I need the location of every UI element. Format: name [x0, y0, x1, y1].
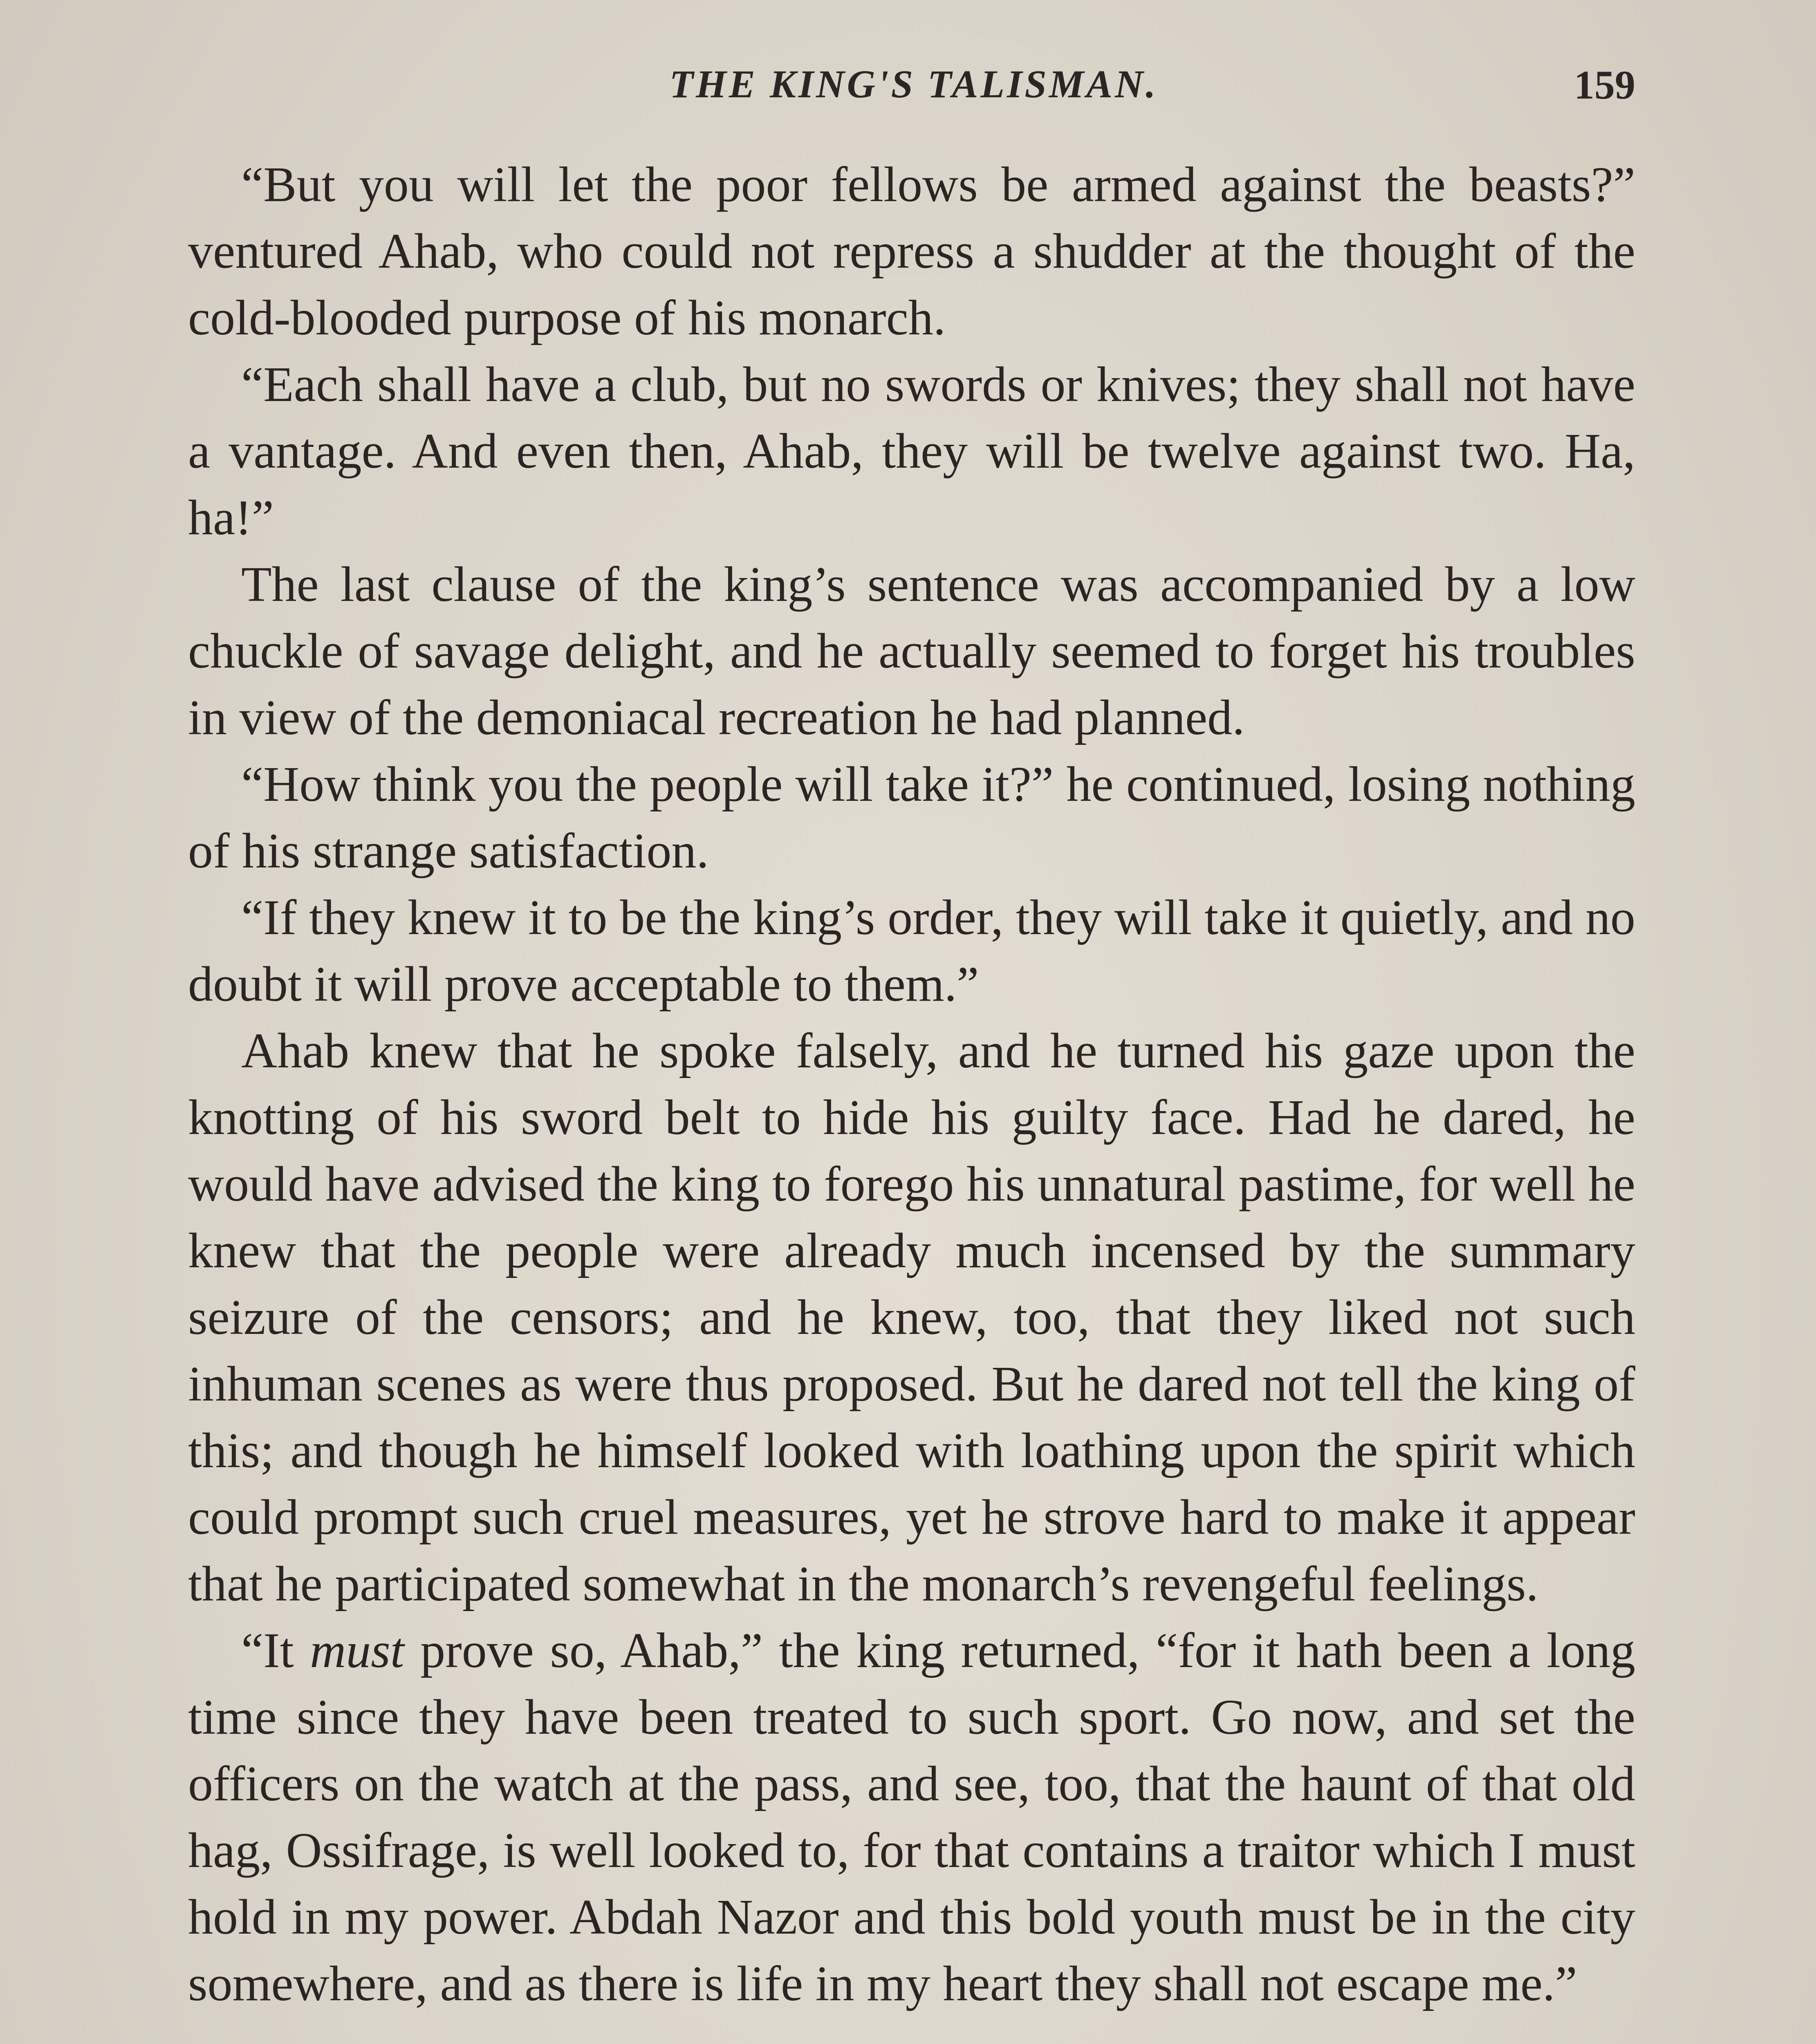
paragraph — [188, 1617, 1635, 2017]
paragraph-text: Ahab knew that he spoke falsely, and he turned his gaze upon the knotting of his sword belt to hide his guilty face. Had he dared, he would have advised the king to forego his unnatural pastime, for well he knew that the people were already much incensed by the summary seizure of the censors; and he knew, too, that they liked not such inhuman scenes as were thus proposed. But he dared not tell the king of this; and though he himself looked with loathing upon the spirit which could prompt such cruel measures, yet he strove hard to make it appear that he participated somewhat in the monarch’s revengeful feelings. — [188, 1023, 1635, 1611]
paragraph-text: “Each shall have a club, but no swords or knives; they shall not have a vantage. And even then, Ahab, they will be twelve against two. Ha, ha!” — [188, 357, 1635, 545]
paragraph — [188, 351, 1635, 551]
paragraph — [188, 151, 1635, 351]
paragraph-text: “It — [241, 1623, 310, 1678]
running-title: THE KING'S TALISMAN. — [669, 62, 1158, 106]
paragraph-text: “But you will let the poor fellows be armed against the beasts?” ventured Ahab, who could not repress a shudder at the thought of the cold-blooded purpose of his monarch. — [188, 157, 1635, 345]
paragraph — [188, 751, 1635, 884]
page-number: 159 — [1574, 62, 1635, 108]
paragraph-text: The last clause of the king’s sentence was accompanied by a low chuckle of savage delight, and he actually seemed to forget his troubles in view of the demoniacal recreation he had planned. — [188, 557, 1635, 745]
paragraph-text: “If they knew it to be the king’s order, they will take it quietly, and no doubt it will prove acceptable to them.” — [188, 890, 1635, 1012]
paragraph-text: “How think you the people will take it?” he continued, losing nothing of his strange satisfaction. — [188, 757, 1635, 879]
paragraph — [188, 884, 1635, 1018]
body-text — [188, 151, 1635, 2017]
paragraph — [188, 1018, 1635, 1617]
emphasis-text: must — [310, 1623, 404, 1678]
paragraph-text: prove so, Ahab,” the king returned, “for it hath been a long time since they have been treated to such sport. Go now, and set the officers on the watch at the pass, and see, too, that the haunt of that old hag, Ossifrage, is well looked to, for that contains a traitor which I must hold in my power. Abdah Nazor and this bold youth must be in the city somewhere, and as there is life in my heart they shall not escape me.” — [188, 1623, 1635, 2011]
running-head — [192, 61, 1635, 119]
paragraph — [188, 551, 1635, 751]
